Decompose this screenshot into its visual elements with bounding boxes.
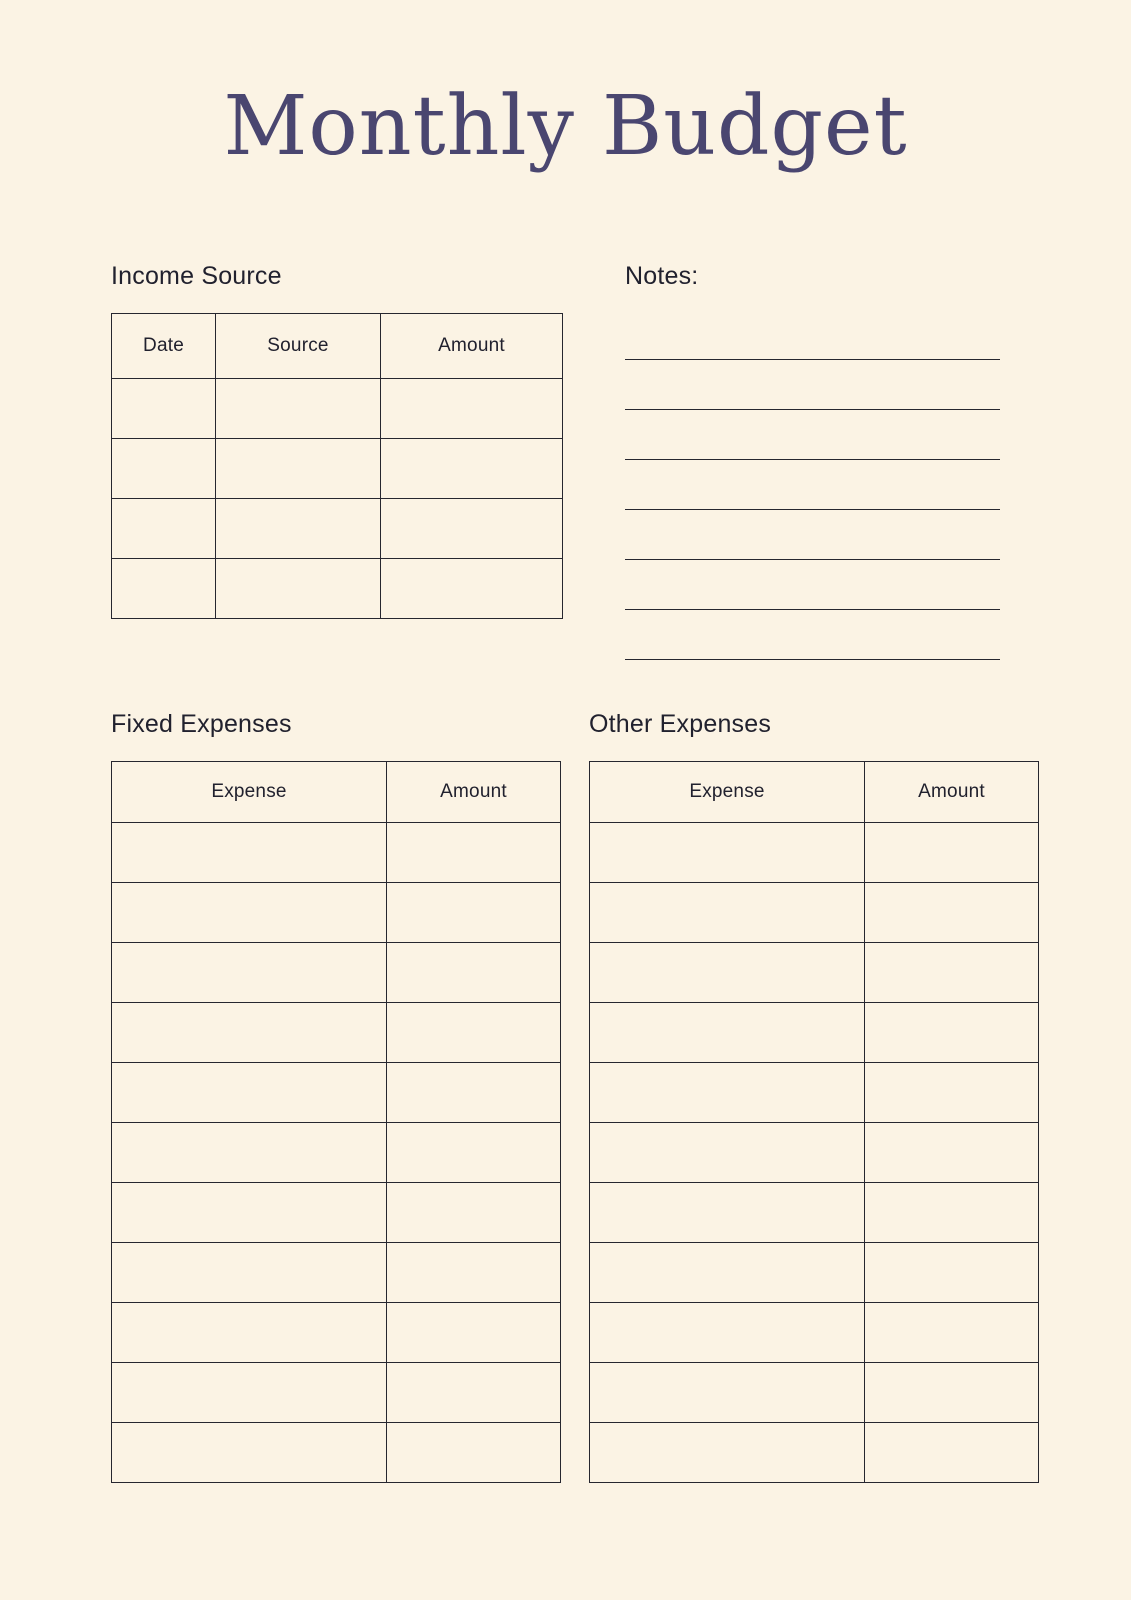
bottom-section — [0, 710, 1131, 1483]
other-cell-amount[interactable] — [865, 1183, 1039, 1243]
other-expenses-table — [589, 761, 1039, 1483]
table-row[interactable] — [112, 1063, 561, 1123]
table-row[interactable] — [112, 823, 561, 883]
notes-line[interactable] — [625, 460, 1000, 510]
income-cell-source[interactable] — [216, 559, 381, 619]
other-cell-amount[interactable] — [865, 1123, 1039, 1183]
income-col-source: Source — [216, 314, 381, 379]
table-header-row — [112, 762, 561, 823]
fixed-cell-amount[interactable] — [387, 1363, 561, 1423]
other-cell-amount[interactable] — [865, 883, 1039, 943]
income-source-heading: Income Source — [111, 262, 282, 290]
income-cell-amount[interactable] — [381, 439, 563, 499]
fixed-cell-expense[interactable] — [112, 1063, 387, 1123]
notes-line[interactable] — [625, 360, 1000, 410]
other-cell-amount[interactable] — [865, 1303, 1039, 1363]
fixed-cell-amount[interactable] — [387, 1003, 561, 1063]
table-row[interactable] — [590, 1243, 1039, 1303]
other-expenses-section — [589, 710, 1032, 1483]
table-row[interactable] — [112, 439, 563, 499]
table-row[interactable] — [112, 883, 561, 943]
fixed-cell-expense[interactable] — [112, 1003, 387, 1063]
income-source-table — [111, 313, 563, 619]
other-cell-expense[interactable] — [590, 1003, 865, 1063]
income-source-section — [111, 262, 581, 660]
table-header-row — [112, 314, 563, 379]
notes-line[interactable] — [625, 410, 1000, 460]
income-cell-amount[interactable] — [381, 499, 563, 559]
other-cell-amount[interactable] — [865, 943, 1039, 1003]
other-cell-amount[interactable] — [865, 823, 1039, 883]
other-cell-amount[interactable] — [865, 1363, 1039, 1423]
fixed-cell-expense[interactable] — [112, 1243, 387, 1303]
table-row[interactable] — [112, 1303, 561, 1363]
table-row[interactable] — [112, 1423, 561, 1483]
table-row[interactable] — [112, 1183, 561, 1243]
table-row[interactable] — [112, 1003, 561, 1063]
top-section — [0, 262, 1131, 660]
table-row[interactable] — [590, 1063, 1039, 1123]
other-cell-expense[interactable] — [590, 1423, 865, 1483]
income-cell-date[interactable] — [112, 379, 216, 439]
other-col-expense: Expense — [590, 762, 865, 823]
table-row[interactable] — [590, 823, 1039, 883]
fixed-cell-expense[interactable] — [112, 1303, 387, 1363]
table-row[interactable] — [112, 1363, 561, 1423]
other-cell-expense[interactable] — [590, 943, 865, 1003]
fixed-cell-amount[interactable] — [387, 1063, 561, 1123]
fixed-cell-amount[interactable] — [387, 1423, 561, 1483]
table-row[interactable] — [590, 1423, 1039, 1483]
other-cell-expense[interactable] — [590, 1063, 865, 1123]
fixed-cell-amount[interactable] — [387, 1243, 561, 1303]
table-row[interactable] — [590, 1183, 1039, 1243]
fixed-cell-expense[interactable] — [112, 1423, 387, 1483]
notes-heading: Notes: — [625, 262, 699, 290]
fixed-expenses-heading: Fixed Expenses — [111, 710, 292, 738]
other-cell-expense[interactable] — [590, 1183, 865, 1243]
table-row[interactable] — [112, 499, 563, 559]
other-cell-amount[interactable] — [865, 1423, 1039, 1483]
other-cell-expense[interactable] — [590, 823, 865, 883]
fixed-expenses-section — [111, 710, 554, 1483]
notes-line[interactable] — [625, 610, 1000, 660]
income-cell-amount[interactable] — [381, 379, 563, 439]
other-cell-expense[interactable] — [590, 883, 865, 943]
fixed-cell-expense[interactable] — [112, 1363, 387, 1423]
fixed-expenses-table — [111, 761, 561, 1483]
page-title: Monthly Budget — [223, 79, 908, 174]
table-row[interactable] — [112, 379, 563, 439]
fixed-col-amount: Amount — [387, 762, 561, 823]
notes-line[interactable] — [625, 335, 1000, 360]
fixed-col-expense: Expense — [112, 762, 387, 823]
table-row[interactable] — [590, 1363, 1039, 1423]
income-cell-source[interactable] — [216, 379, 381, 439]
notes-lines — [625, 335, 1000, 660]
fixed-cell-expense[interactable] — [112, 1183, 387, 1243]
other-cell-expense[interactable] — [590, 1123, 865, 1183]
income-cell-date[interactable] — [112, 559, 216, 619]
income-cell-date[interactable] — [112, 499, 216, 559]
other-col-amount: Amount — [865, 762, 1039, 823]
fixed-cell-amount[interactable] — [387, 883, 561, 943]
fixed-cell-amount[interactable] — [387, 1303, 561, 1363]
table-row[interactable] — [112, 1123, 561, 1183]
income-cell-date[interactable] — [112, 439, 216, 499]
other-cell-expense[interactable] — [590, 1303, 865, 1363]
other-cell-amount[interactable] — [865, 1003, 1039, 1063]
income-cell-amount[interactable] — [381, 559, 563, 619]
fixed-cell-expense[interactable] — [112, 823, 387, 883]
table-row[interactable] — [590, 1123, 1039, 1183]
income-cell-source[interactable] — [216, 499, 381, 559]
table-row[interactable] — [590, 943, 1039, 1003]
table-row[interactable] — [112, 559, 563, 619]
other-cell-amount[interactable] — [865, 1063, 1039, 1123]
fixed-cell-amount[interactable] — [387, 943, 561, 1003]
income-cell-source[interactable] — [216, 439, 381, 499]
other-cell-expense[interactable] — [590, 1363, 865, 1423]
income-col-amount: Amount — [381, 314, 563, 379]
fixed-cell-expense[interactable] — [112, 883, 387, 943]
fixed-cell-amount[interactable] — [387, 1183, 561, 1243]
table-row[interactable] — [112, 943, 561, 1003]
notes-line[interactable] — [625, 510, 1000, 560]
table-row[interactable] — [112, 1243, 561, 1303]
fixed-cell-amount[interactable] — [387, 823, 561, 883]
fixed-cell-expense[interactable] — [112, 1123, 387, 1183]
other-cell-expense[interactable] — [590, 1243, 865, 1303]
table-row[interactable] — [590, 1303, 1039, 1363]
other-cell-amount[interactable] — [865, 1243, 1039, 1303]
table-row[interactable] — [590, 883, 1039, 943]
fixed-cell-amount[interactable] — [387, 1123, 561, 1183]
table-row[interactable] — [590, 1003, 1039, 1063]
table-header-row — [590, 762, 1039, 823]
income-col-date: Date — [112, 314, 216, 379]
other-expenses-heading: Other Expenses — [589, 710, 772, 738]
notes-section — [625, 262, 1025, 660]
notes-line[interactable] — [625, 560, 1000, 610]
fixed-cell-expense[interactable] — [112, 943, 387, 1003]
